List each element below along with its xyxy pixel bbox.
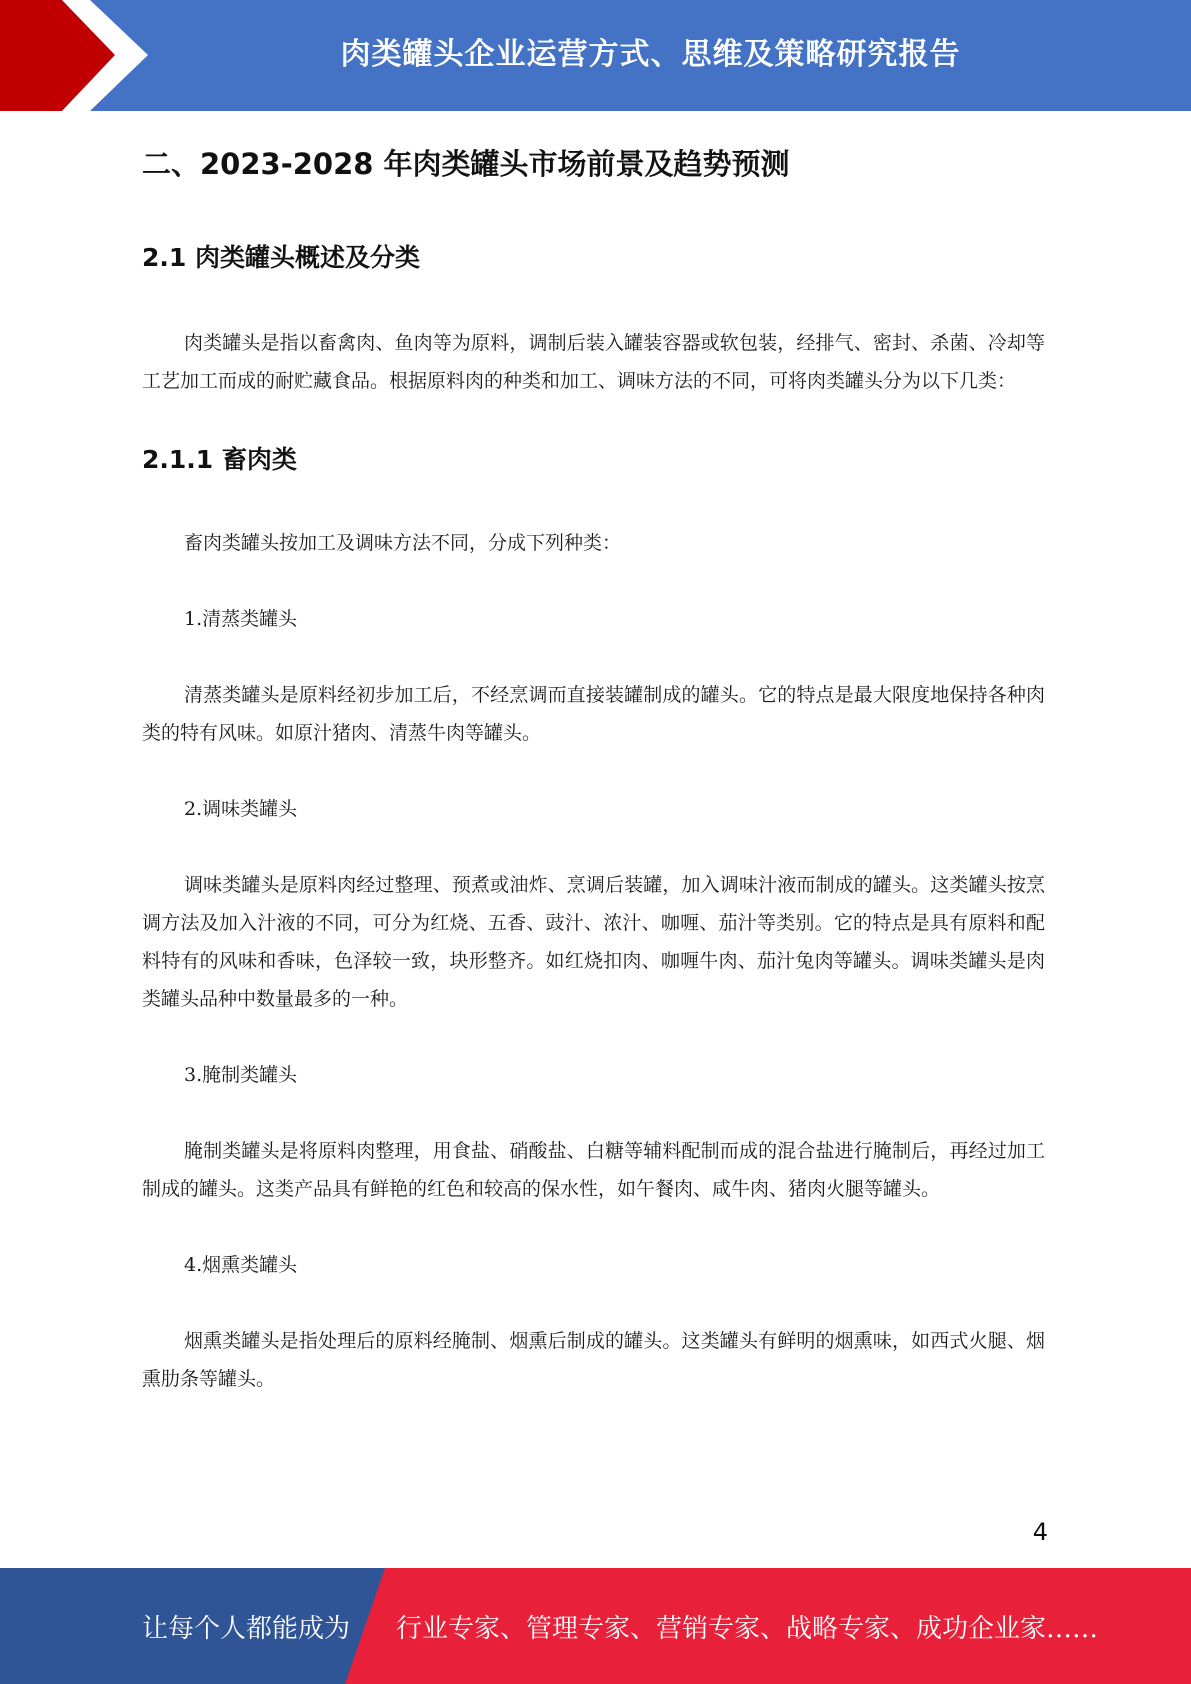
header-chevron-shape bbox=[0, 0, 160, 111]
item-paragraph: 清蒸类罐头是原料经初步加工后，不经烹调而直接装罐制成的罐头。它的特点是最大限度地保持各种肉类的特有风味。如原汁猪肉、清蒸牛肉等罐头。 bbox=[142, 684, 1045, 744]
footer-slogan-left: 让每个人都能成为 bbox=[142, 1613, 351, 1644]
header-title: 肉类罐头企业运营方式、思维及策略研究报告 bbox=[340, 37, 961, 72]
header-banner bbox=[0, 0, 1191, 111]
document-body bbox=[142, 118, 1045, 1398]
section-title: 二、2023-2028 年肉类罐头市场前景及趋势预测 bbox=[142, 147, 790, 181]
item-paragraph: 腌制类罐头是将原料肉整理，用食盐、硝酸盐、白糖等辅料配制而成的混合盐进行腌制后，再经过加工制成的罐头。这类产品具有鲜艳的红色和较高的保水性，如午餐肉、咸牛肉、猪肉火腿等罐头。 bbox=[142, 1140, 1045, 1200]
subsubsection-title: 2.1.1 畜肉类 bbox=[142, 445, 297, 474]
item-paragraph: 烟熏类罐头是指处理后的原料经腌制、烟熏后制成的罐头。这类罐头有鲜明的烟熏味，如西式火腿、烟熏肋条等罐头。 bbox=[142, 1330, 1045, 1390]
lead-paragraph: 畜肉类罐头按加工及调味方法不同，分成下列种类： bbox=[184, 532, 622, 554]
item-label: 1.清蒸类罐头 bbox=[184, 608, 298, 630]
page-number: 4 bbox=[1032, 1518, 1048, 1546]
item-label: 3.腌制类罐头 bbox=[184, 1064, 298, 1086]
footer-slogan-right: 行业专家、管理专家、营销专家、战略专家、成功企业家…… bbox=[396, 1613, 1099, 1644]
item-paragraph: 调味类罐头是原料肉经过整理、预煮或油炸、烹调后装罐，加入调味汁液而制成的罐头。这类罐头按烹调方法及加入汁液的不同，可分为红烧、五香、豉汁、浓汁、咖喱、茄汁等类别。它的特点是具有原料和配料特有的风味和香味，色泽较一致，块形整齐。如红烧扣肉、咖喱牛肉、茄汁兔肉等罐头。调味类罐头是肉类罐头品种中数量最多的一种。 bbox=[142, 874, 1045, 1010]
intro-paragraph: 肉类罐头是指以畜禽肉、鱼肉等为原料，调制后装入罐装容器或软包装，经排气、密封、杀菌、冷却等工艺加工而成的耐贮藏食品。根据原料肉的种类和加工、调味方法的不同，可将肉类罐头分为以下几类： bbox=[142, 332, 1045, 392]
item-label: 2.调味类罐头 bbox=[184, 798, 298, 820]
subsection-title: 2.1 肉类罐头概述及分类 bbox=[142, 243, 420, 272]
item-label: 4.烟熏类罐头 bbox=[184, 1254, 298, 1276]
footer-banner bbox=[0, 1568, 1191, 1684]
